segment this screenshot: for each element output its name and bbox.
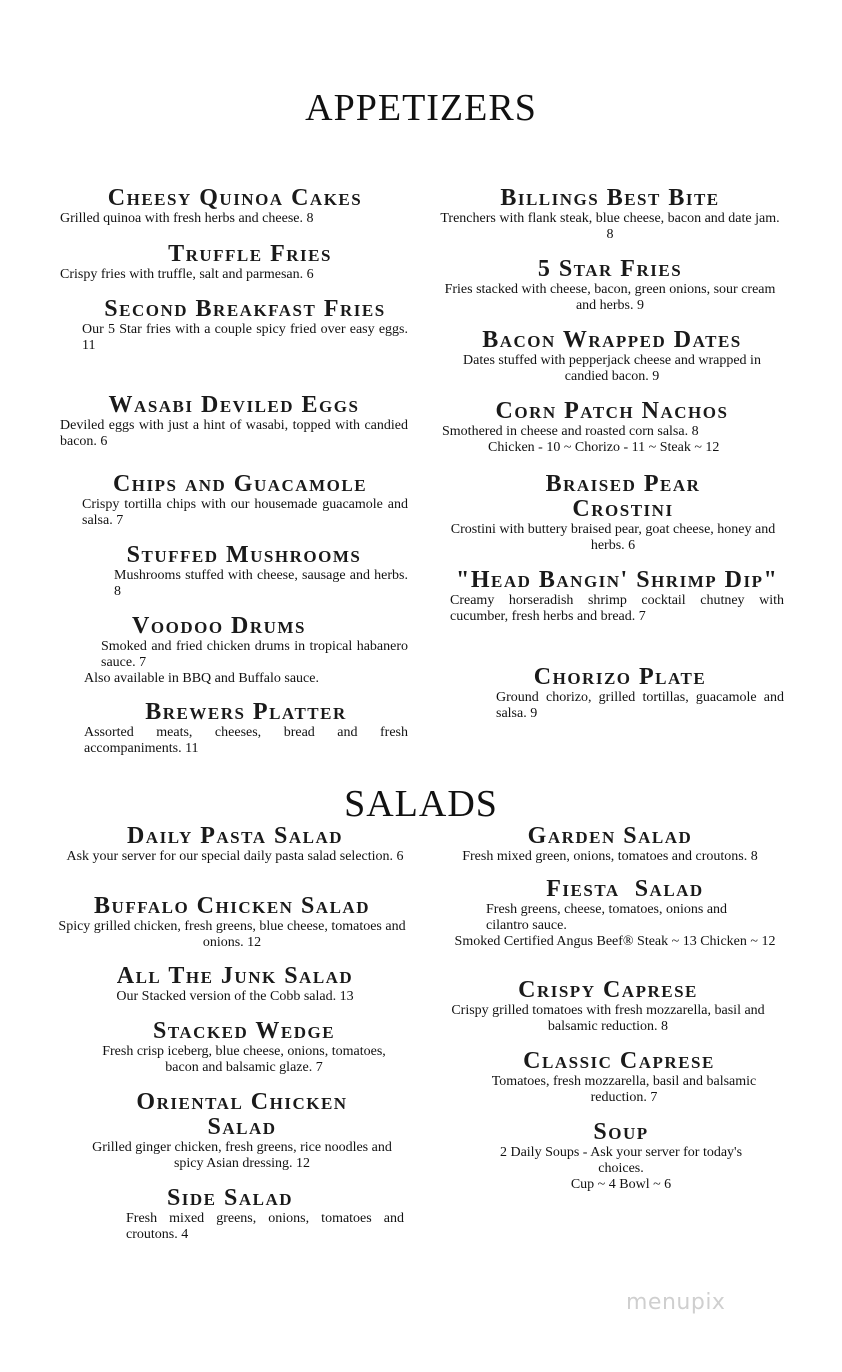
item-description: Trenchers with flank steak, blue cheese, bacon and date jam. 8 [440, 211, 780, 242]
item-description: Our Stacked version of the Cobb salad. 13 [116, 989, 354, 1004]
menu-item [60, 824, 410, 865]
menu-item [436, 824, 784, 865]
item-description: Crispy tortilla chips with our housemade guacamole and salsa. 7 [82, 497, 408, 528]
item-description: Dates stuffed with pepperjack cheese and wrapped in candied bacon. 9 [463, 353, 761, 384]
item-name: Garden Salad [527, 823, 693, 849]
item-description: Crostini with buttery braised pear, goat cheese, honey and herbs. 6 [450, 522, 776, 553]
item-description: Assorted meats, cheeses, bread and fresh accompaniments. 11 [84, 725, 408, 756]
item-description: Our 5 Star fries with a couple spicy fried over easy eggs. 11 [82, 322, 408, 353]
menu-item [446, 877, 784, 950]
item-description: Ask your server for our special daily pasta salad selection. 6 [66, 849, 404, 864]
item-name: Bacon Wrapped Dates [482, 327, 742, 353]
menu-item [56, 894, 408, 951]
item-name: Wasabi Deviled Eggs [108, 392, 360, 418]
item-name: Daily Pasta Salad [126, 823, 344, 849]
item-description: Crispy fries with truffle, salt and parmesan. 6 [60, 267, 314, 282]
item-description: Grilled ginger chicken, fresh greens, rice noodles and spicy Asian dressing. 12 [92, 1140, 392, 1171]
item-name: Classic Caprese [523, 1048, 715, 1074]
item-description: Spicy grilled chicken, fresh greens, blue cheese, tomatoes and onions. 12 [58, 919, 406, 950]
item-name: Corn Patch Nachos [495, 398, 729, 424]
item-name: Truffle Fries [168, 241, 332, 267]
item-description: Fresh mixed greens, onions, tomatoes and croutons. 4 [126, 1211, 404, 1242]
item-extra: Chicken - 10 ~ Chorizo - 11 ~ Steak ~ 12 [488, 440, 720, 455]
menu-item [436, 186, 784, 243]
item-name: Soup [593, 1119, 649, 1145]
item-name: Voodoo Drums [132, 613, 306, 639]
menu-item [440, 328, 784, 385]
item-name: All The Junk Salad [116, 963, 354, 989]
menu-item [432, 978, 784, 1035]
item-name: Crispy Caprese [518, 977, 698, 1003]
item-name: "Head Bangin' Shrimp Dip" [456, 567, 779, 593]
appetizers-title: APPETIZERS [305, 87, 537, 129]
menu-item [442, 472, 784, 554]
item-description: Deviled eggs with just a hint of wasabi, topped with candied bacon. 6 [60, 418, 408, 449]
menu-item [72, 472, 408, 529]
item-description: Fresh mixed green, onions, tomatoes and croutons. 8 [462, 849, 758, 864]
item-name: Fiesta Salad [546, 876, 704, 902]
item-description: Mushrooms stuffed with cheese, sausage and herbs. 8 [114, 568, 408, 599]
item-description: Creamy horseradish shrimp cocktail chutney with cucumber, fresh herbs and bread. 7 [450, 593, 784, 624]
menu-item [60, 186, 410, 227]
menu-item [80, 1186, 404, 1243]
menu-item [442, 399, 784, 456]
item-description: Fries stacked with cheese, bacon, green onions, sour cream and herbs. 9 [444, 282, 776, 313]
item-description: Tomatoes, fresh mozzarella, basil and balsamic reduction. 7 [491, 1074, 757, 1105]
menu-item [436, 257, 784, 314]
menu-item [84, 614, 408, 687]
menu-item [80, 1090, 404, 1172]
item-name: Cheesy Quinoa Cakes [107, 185, 363, 211]
menu-item [450, 568, 784, 625]
item-name: Chorizo Plate [533, 664, 707, 690]
item-description: Fresh greens, cheese, tomatoes, onions and cilantro sauce. [486, 902, 728, 933]
menu-item [84, 700, 408, 757]
item-extra: Also available in BBQ and Buffalo sauce. [84, 671, 319, 686]
menu-item [450, 665, 784, 722]
menu-item [464, 1049, 784, 1106]
item-name: 5 Star Fries [537, 256, 683, 282]
menu-item [60, 393, 408, 450]
item-name: Oriental Chicken Salad [136, 1089, 348, 1140]
item-name: Braised Pear Crostini [545, 471, 701, 522]
item-name: Side Salad [166, 1185, 294, 1211]
item-description: Smothered in cheese and roasted corn salsa. 8 [442, 424, 699, 439]
menu-item [60, 242, 440, 283]
item-extra: Smoked Certified Angus Beef® Steak ~ 13 Chicken ~ 12 [454, 934, 776, 949]
item-description: Fresh crisp iceberg, blue cheese, onions, tomatoes, bacon and balsamic glaze. 7 [102, 1044, 386, 1075]
item-name: Second Breakfast Fries [104, 296, 386, 322]
item-name: Brewers Platter [145, 699, 347, 725]
item-extra: Cup ~ 4 Bowl ~ 6 [570, 1177, 672, 1192]
item-name: Stuffed Mushrooms [126, 542, 362, 568]
item-name: Stacked Wedge [152, 1018, 336, 1044]
salads-title: SALADS [344, 783, 498, 825]
menu-item [84, 1019, 404, 1076]
item-name: Billings Best Bite [500, 185, 720, 211]
item-description: Smoked and fried chicken drums in tropical habanero sauce. 7 [101, 639, 408, 670]
item-description: Ground chorizo, grilled tortillas, guacamole and salsa. 9 [496, 690, 784, 721]
menu-item [80, 543, 408, 600]
menu-item [82, 297, 408, 354]
menu-item [476, 1120, 766, 1193]
item-description: 2 Daily Soups - Ask your server for today's choices. [499, 1145, 743, 1176]
item-name: Chips and Guacamole [112, 471, 368, 497]
item-description: Grilled quinoa with fresh herbs and cheese. 8 [60, 211, 314, 226]
item-name: Buffalo Chicken Salad [94, 893, 370, 919]
menupix-watermark: menupix [626, 1290, 726, 1315]
item-description: Crispy grilled tomatoes with fresh mozzarella, basil and balsamic reduction. 8 [451, 1003, 765, 1034]
menu-item [60, 964, 410, 1005]
